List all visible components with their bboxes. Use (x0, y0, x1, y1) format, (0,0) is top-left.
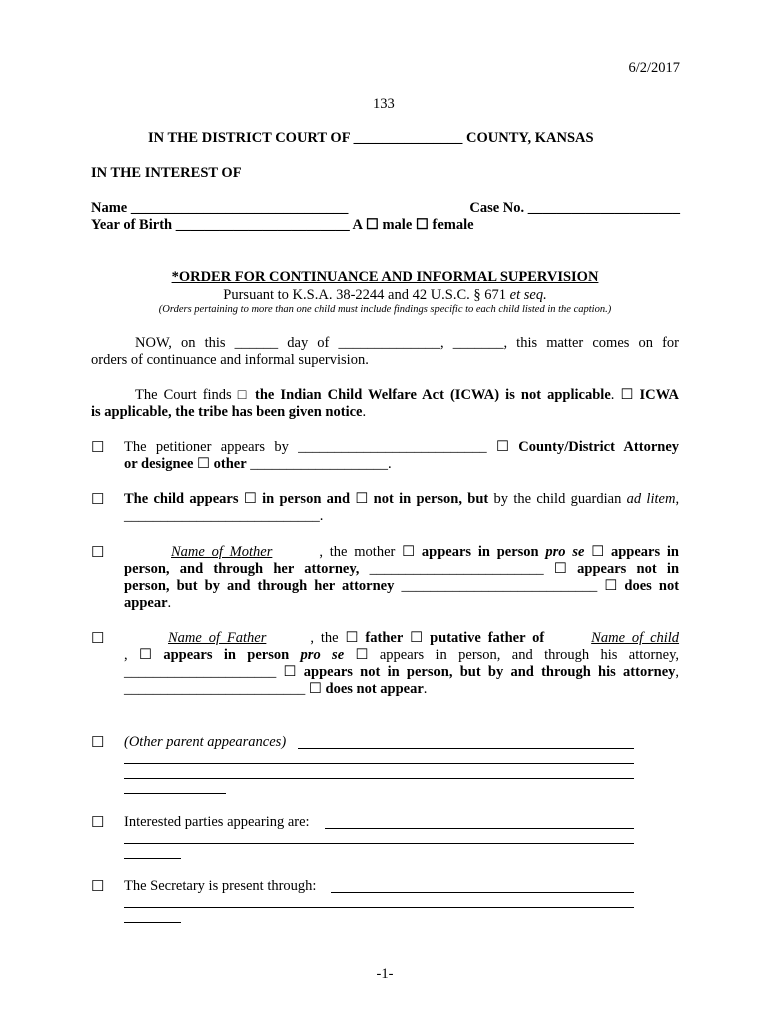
mother-appear: appear (124, 595, 168, 611)
mother-line-1 (124, 544, 679, 561)
other-parents-label: (Other parent appearances) (124, 734, 287, 750)
petitioner-line-2 (124, 456, 392, 473)
child-checkbox[interactable]: ☐ (91, 492, 105, 508)
mother-attorney-checkbox[interactable]: ☐ (591, 544, 605, 560)
court-suffix: COUNTY, KANSAS (466, 130, 594, 146)
mother-appears-in: appears in (610, 544, 679, 560)
mother-line-2-text: person, and through her attorney, (124, 561, 360, 577)
father-label: father (365, 630, 404, 646)
mother-line-3-text: person, but by and through her attorney (124, 578, 395, 594)
petitioner-period: . (388, 456, 392, 472)
icwa-period-2: . (362, 404, 367, 420)
child-name: Name of child (591, 630, 680, 646)
putative-father-label: putative father of (430, 630, 545, 646)
interested-line-3[interactable] (124, 858, 181, 859)
interested-label: Interested parties appearing are: (124, 814, 310, 830)
caption-note: (Orders pertaining to more than one child must include findings specific to each child listed in the caption.) (158, 304, 612, 315)
interested-line-2[interactable] (124, 843, 634, 844)
interest-heading: IN THE INTEREST OF (91, 165, 242, 181)
secretary-line-3[interactable] (124, 922, 181, 923)
secretary-label: The Secretary is present through: (124, 878, 317, 894)
mother-appears-not: appears not in (577, 561, 680, 577)
county-attorney-checkbox[interactable]: ☐ (495, 439, 509, 455)
other-parents-line-3[interactable] (124, 778, 634, 779)
petitioner-checkbox[interactable]: ☐ (91, 440, 105, 456)
child-not-in-person-checkbox[interactable]: ☐ (355, 491, 369, 507)
mother-does-not-checkbox[interactable]: ☐ (604, 578, 618, 594)
document-date: 6/2/2017 (628, 60, 680, 76)
county-blank[interactable]: _______________ (353, 130, 463, 146)
yob-blank[interactable]: ________________________ (175, 217, 350, 233)
mother-line-3 (124, 578, 679, 595)
pursuant-line (0, 287, 770, 304)
case-row (469, 200, 680, 217)
child-comma: , (675, 491, 680, 507)
now-line-1: NOW, on this ______ day of ______________, _______, this matter comes on for (135, 335, 679, 351)
et-seq: et seq. (509, 287, 547, 303)
mother-does-not: does not (624, 578, 680, 594)
form-number: 133 (373, 96, 395, 112)
child-period: . (319, 508, 324, 524)
child-line-1 (124, 491, 679, 508)
county-attorney-label: County/District Attorney (518, 439, 679, 455)
secretary-line-2[interactable] (124, 907, 634, 908)
petitioner-text: The petitioner appears by (124, 439, 289, 455)
mother-pro-se-text: appears in person (421, 544, 539, 560)
father-pro-se-checkbox[interactable]: ☐ (138, 647, 152, 663)
petitioner-blank[interactable]: __________________________ (298, 439, 487, 455)
mother-line-2 (124, 561, 679, 578)
father-does-not: does not appear (325, 681, 424, 697)
mother-attorney-blank[interactable]: ________________________ (369, 561, 544, 577)
putative-father-checkbox[interactable]: ☐ (410, 630, 424, 646)
father-line-3 (124, 664, 679, 681)
icwa-not-applicable: the Indian Child Welfare Act (ICWA) is not applicable (255, 387, 611, 403)
father-appears-pro: appears in person (163, 647, 290, 663)
petitioner-line-1 (124, 439, 679, 456)
father-appears-atty: appears in person, and through his attorney, (379, 647, 679, 663)
other-parents-line-1[interactable] (298, 748, 634, 749)
mother-checkbox[interactable]: ☐ (91, 545, 105, 561)
child-line-2 (124, 508, 323, 525)
child-not-in-person: not in person, but (373, 491, 489, 507)
mother-name: Name of Mother (171, 544, 273, 560)
father-line-4 (124, 681, 427, 698)
gal-blank[interactable]: ___________________________ (124, 508, 320, 524)
father-name-field[interactable] (124, 630, 310, 646)
gal-italic: ad litem (626, 491, 676, 507)
father-checkbox[interactable]: ☐ (91, 631, 105, 647)
secretary-checkbox[interactable]: ☐ (91, 879, 105, 895)
icwa-notice: is applicable, the tribe has been given notice (91, 404, 363, 420)
female-label: female (432, 217, 474, 233)
mother-text: , the mother (319, 544, 396, 560)
gal-text: by the child guardian (493, 491, 622, 507)
name-row (91, 200, 348, 217)
court-heading (148, 130, 594, 147)
child-name-field[interactable] (551, 630, 679, 646)
father-line-2 (124, 647, 679, 664)
icwa-applicable-checkbox[interactable]: ☐ (620, 387, 634, 403)
father-attorney-checkbox[interactable]: ☐ (355, 647, 369, 663)
name-label: Name (91, 200, 128, 216)
female-checkbox[interactable]: ☐ (415, 217, 429, 233)
icwa-line-2 (91, 404, 366, 421)
case-label: Case No. (469, 200, 525, 216)
father-line-1 (124, 630, 679, 647)
father-status-checkbox[interactable]: ☐ (345, 630, 359, 646)
name-blank[interactable]: ______________________________ (130, 200, 349, 216)
father-comma: , (124, 647, 128, 663)
father-name: Name of Father (168, 630, 267, 646)
designee-label: or designee (124, 456, 194, 472)
mother-name-field[interactable] (124, 544, 319, 560)
father-appears-not: appears not in person, but by and through his attorney (303, 664, 676, 680)
case-blank[interactable]: _____________________ (527, 200, 680, 216)
father-attorney-blank[interactable]: _____________________ (124, 664, 277, 680)
page-number: -1- (376, 966, 394, 982)
father-pro-se: pro se (300, 647, 345, 663)
other-parents-line-4[interactable] (124, 793, 226, 794)
interested-line-1[interactable] (325, 828, 634, 829)
other-blank[interactable]: ___________________ (250, 456, 389, 472)
icwa-period: . (610, 387, 615, 403)
yob-label: Year of Birth (91, 217, 173, 233)
father-attorney-blank-2[interactable]: _________________________ (124, 681, 306, 697)
other-parents-checkbox[interactable]: ☐ (91, 735, 105, 751)
mother-not-in-person-checkbox[interactable]: ☐ (553, 561, 567, 577)
secretary-line-1[interactable] (331, 892, 634, 893)
other-checkbox[interactable]: ☐ (197, 456, 211, 472)
icwa-line-1 (135, 387, 679, 404)
father-comma-2: , (675, 664, 680, 680)
mother-period: . (167, 595, 172, 611)
mother-pro-se-checkbox[interactable]: ☐ (402, 544, 416, 560)
other-label: other (213, 456, 247, 472)
now-line-2: orders of continuance and informal supervision. (91, 352, 369, 368)
mother-attorney-blank-2[interactable]: ___________________________ (401, 578, 598, 594)
court-prefix: IN THE DISTRICT COURT OF (148, 130, 351, 146)
other-parents-line-2[interactable] (124, 763, 634, 764)
icwa-applicable: ICWA (639, 387, 679, 403)
interested-checkbox[interactable]: ☐ (91, 815, 105, 831)
father-text: , the (310, 630, 339, 646)
male-label: male (382, 217, 413, 233)
mother-pro-se: pro se (545, 544, 585, 560)
father-not-in-person-checkbox[interactable]: ☐ (283, 664, 297, 680)
pursuant-text: Pursuant to K.S.A. 38-2244 and 42 U.S.C. § 671 (223, 287, 507, 303)
child-in-person: in person and (262, 491, 351, 507)
sex-prefix: A (352, 217, 363, 233)
male-checkbox[interactable]: ☐ (365, 217, 379, 233)
father-does-not-checkbox[interactable]: ☐ (308, 681, 322, 697)
father-period: . (423, 681, 428, 697)
icwa-prefix: The Court finds (135, 387, 232, 403)
order-title: *ORDER FOR CONTINUANCE AND INFORMAL SUPERVISION (171, 269, 599, 285)
yob-row (91, 217, 474, 234)
icwa-not-applicable-checkbox[interactable]: □ (237, 387, 249, 403)
mother-line-4 (124, 595, 171, 612)
child-in-person-checkbox[interactable]: ☐ (243, 491, 257, 507)
child-appears: The child appears (124, 491, 239, 507)
